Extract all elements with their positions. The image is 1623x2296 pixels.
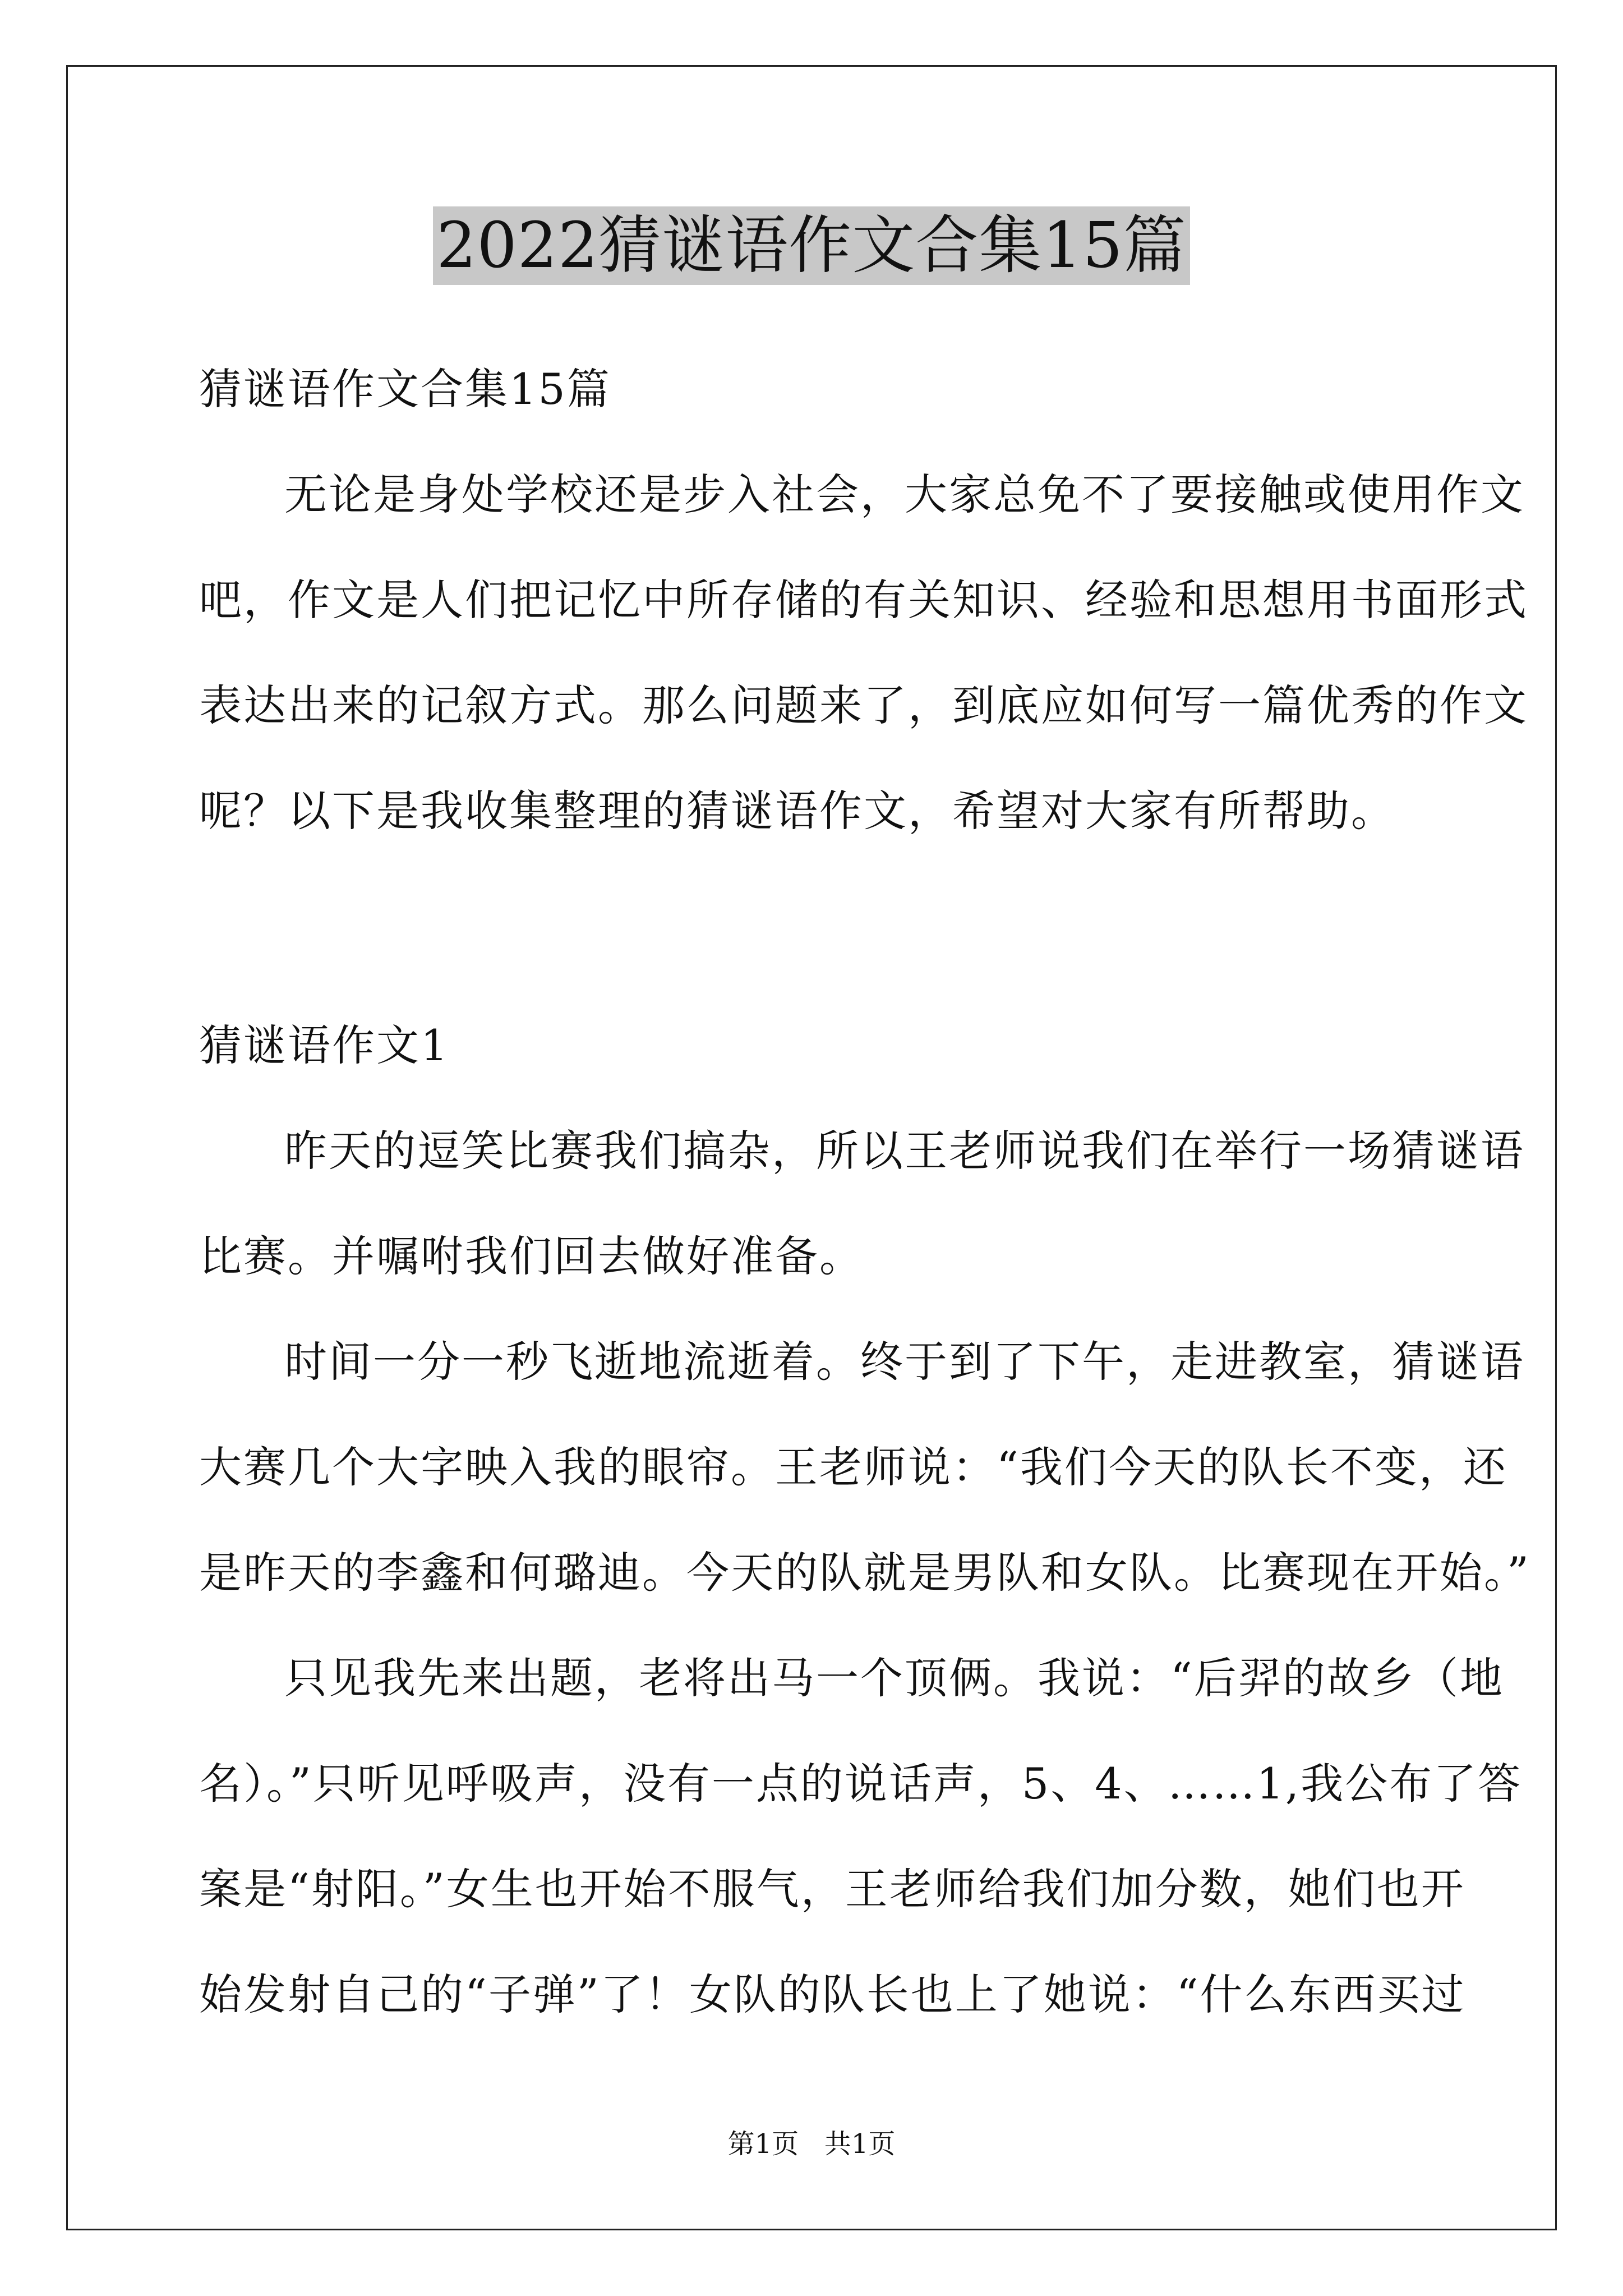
section-heading: 猜谜语作文1 [199,1020,450,1070]
section-spacer [199,864,1433,993]
body-line: 大赛几个大字映入我的眼帘。王老师说：“我们今天的队长不变，还 [199,1442,1507,1492]
body-line: 比赛。并嘱咐我们回去做好准备。 [199,1231,864,1281]
intro-line: 吧，作文是人们把记忆中所存储的有关知识、经验和思想用书面形式 [199,575,1528,625]
intro-line: 呢？以下是我收集整理的猜谜语作文，希望对大家有所帮助。 [199,786,1395,836]
document-title: 2022猜谜语作文合集15篇 [433,206,1190,285]
body-line: 昨天的逗笑比赛我们搞杂，所以王老师说我们在举行一场猜谜语 [284,1126,1525,1176]
page-number-footer: 第1页 共1页 [727,2128,896,2160]
document-body [199,337,1530,2047]
intro-line: 无论是身处学校还是步入社会，大家总免不了要接触或使用作文 [284,470,1525,519]
document-subtitle: 猜谜语作文合集15篇 [199,364,611,414]
intro-line: 表达出来的记叙方式。那么问题来了，到底应如何写一篇优秀的作文 [199,680,1528,730]
body-line: 案是“射阳。”女生也开始不服气，王老师给我们加分数，她们也开 [199,1864,1465,1914]
body-line: 名）。”只听见呼吸声，没有一点的说话声，5、4、……1,我公布了答 [199,1759,1523,1809]
body-line: 时间一分一秒飞逝地流逝着。终于到了下午，走进教室，猜谜语 [284,1337,1525,1387]
body-line: 是昨天的李鑫和何璐迪。今天的队就是男队和女队。比赛现在开始。” [199,1548,1530,1598]
title-container [0,206,1623,285]
body-line: 只见我先来出题，老将出马一个顶俩。我说：“后羿的故乡（地 [284,1653,1504,1703]
body-line: 始发射自己的“子弹”了！女队的队长也上了她说：“什么东西买过 [199,1970,1466,2019]
